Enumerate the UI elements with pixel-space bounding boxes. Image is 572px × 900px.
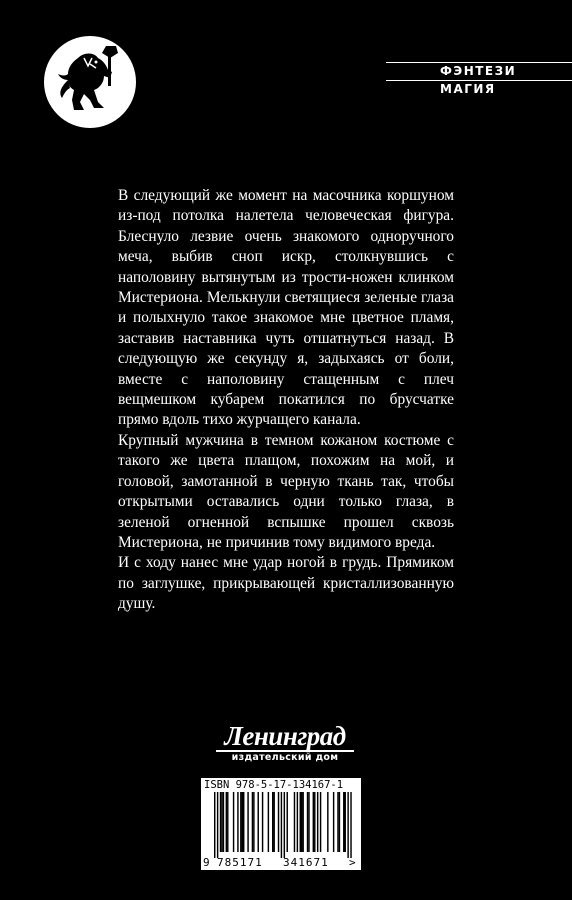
barcode-bar [345, 792, 346, 852]
barcode-left-group: 785171 [217, 856, 263, 869]
barcode-bar [227, 792, 228, 852]
barcode-bar [220, 792, 221, 852]
barcode-bar [317, 792, 318, 852]
barcode-bar [243, 792, 244, 852]
barcode-bar [221, 792, 222, 852]
barcode-bar [268, 792, 269, 852]
barcode-bar [284, 792, 285, 858]
isbn-label: ISBN 978-5-17-134167-1 [204, 779, 344, 791]
barcode-bar [258, 792, 259, 852]
blurb-paragraph-2: Крупный мужчина в темном кожаном костюме с такого же цвета плащом, похожим на мой, и головой, замотанной в черную ткань так, чтобы открытыми оставались одни только глаза, в зеленой огненной вспышке прошел сквозь Мистериона, не причинив тому видимого вреда. [118, 431, 454, 551]
barcode-bar [307, 792, 308, 852]
isbn-barcode [201, 778, 361, 870]
barcode-bar [226, 792, 227, 852]
publisher-logo [44, 36, 136, 128]
barcode-bar [302, 792, 303, 852]
barcode-bar [223, 792, 224, 852]
barcode-bar [343, 792, 344, 852]
blurb-paragraph-1: В следующий же момент на масочника коршуном из-под потолка налетела человеческая фигура. Блеснуло лезвие очень знакомого одноручного меча, выбив сноп искр, столкнувшись с наполовину вытянутым из трости-ножен клинком Мистериона. Мелькнули светящиеся зеленые глаза и полыхнуло такое знакомое мне цветное пламя, заставив наставника чуть отшатнуться назад. В следующую же секунду я, задыхаясь от боли, вместе с наполовину стащенным с плеч вещмешком кубарем покатился по брусчатке прямо вдоль тихо журчащего канала. [118, 187, 454, 429]
genre-labels [386, 62, 572, 98]
barcode-bar [273, 792, 274, 852]
lion-with-axe-icon [44, 36, 136, 128]
barcode-bar [314, 792, 315, 852]
blurb-paragraph-3: И с ходу нанес мне удар ногой в грудь. Прямиком по заглушке, прикрывающей кристаллизованную душу. [118, 554, 454, 613]
barcode-bar [297, 792, 298, 852]
barcode-bar [327, 792, 328, 852]
barcode-bar [252, 792, 253, 852]
publisher-subtitle: издательский дом [216, 750, 354, 763]
barcode-bar [272, 792, 273, 852]
genre-label-fantasy: ФЭНТЕЗИ [440, 64, 517, 78]
barcode-bar [237, 792, 238, 852]
blurb-text [118, 186, 454, 615]
barcode-bar [320, 792, 321, 852]
barcode-bar [294, 792, 295, 852]
barcode-first-digit: 9 [203, 856, 210, 869]
publisher-name: Ленинград [224, 721, 346, 751]
barcode-bar [301, 792, 302, 852]
barcode-bar [313, 792, 314, 852]
barcode-bar [262, 792, 263, 852]
barcode-bar [242, 792, 243, 852]
barcode-bar [339, 792, 340, 852]
barcode-bar [233, 792, 234, 852]
barcode-bar [308, 792, 309, 852]
barcode-bar [300, 792, 301, 852]
genre-label-magic: МАГИЯ [440, 82, 496, 96]
barcode-bar [253, 792, 254, 852]
barcode-bar [281, 792, 282, 858]
barcode-bars [201, 792, 361, 858]
barcode-arrow: > [349, 856, 356, 869]
barcode-bar [333, 792, 334, 852]
barcode-bar [217, 792, 218, 858]
barcode-bar [347, 792, 348, 858]
barcode-bar [287, 792, 288, 852]
barcode-bar [278, 792, 279, 852]
barcode-bar [337, 792, 338, 852]
barcode-right-group: 341671 [283, 856, 329, 869]
barcode-bar [247, 792, 248, 852]
barcode-digits [201, 856, 361, 870]
barcode-bar [350, 792, 351, 858]
barcode-bar [240, 792, 241, 852]
publisher-wordmark [210, 722, 360, 763]
barcode-bar [214, 792, 215, 858]
